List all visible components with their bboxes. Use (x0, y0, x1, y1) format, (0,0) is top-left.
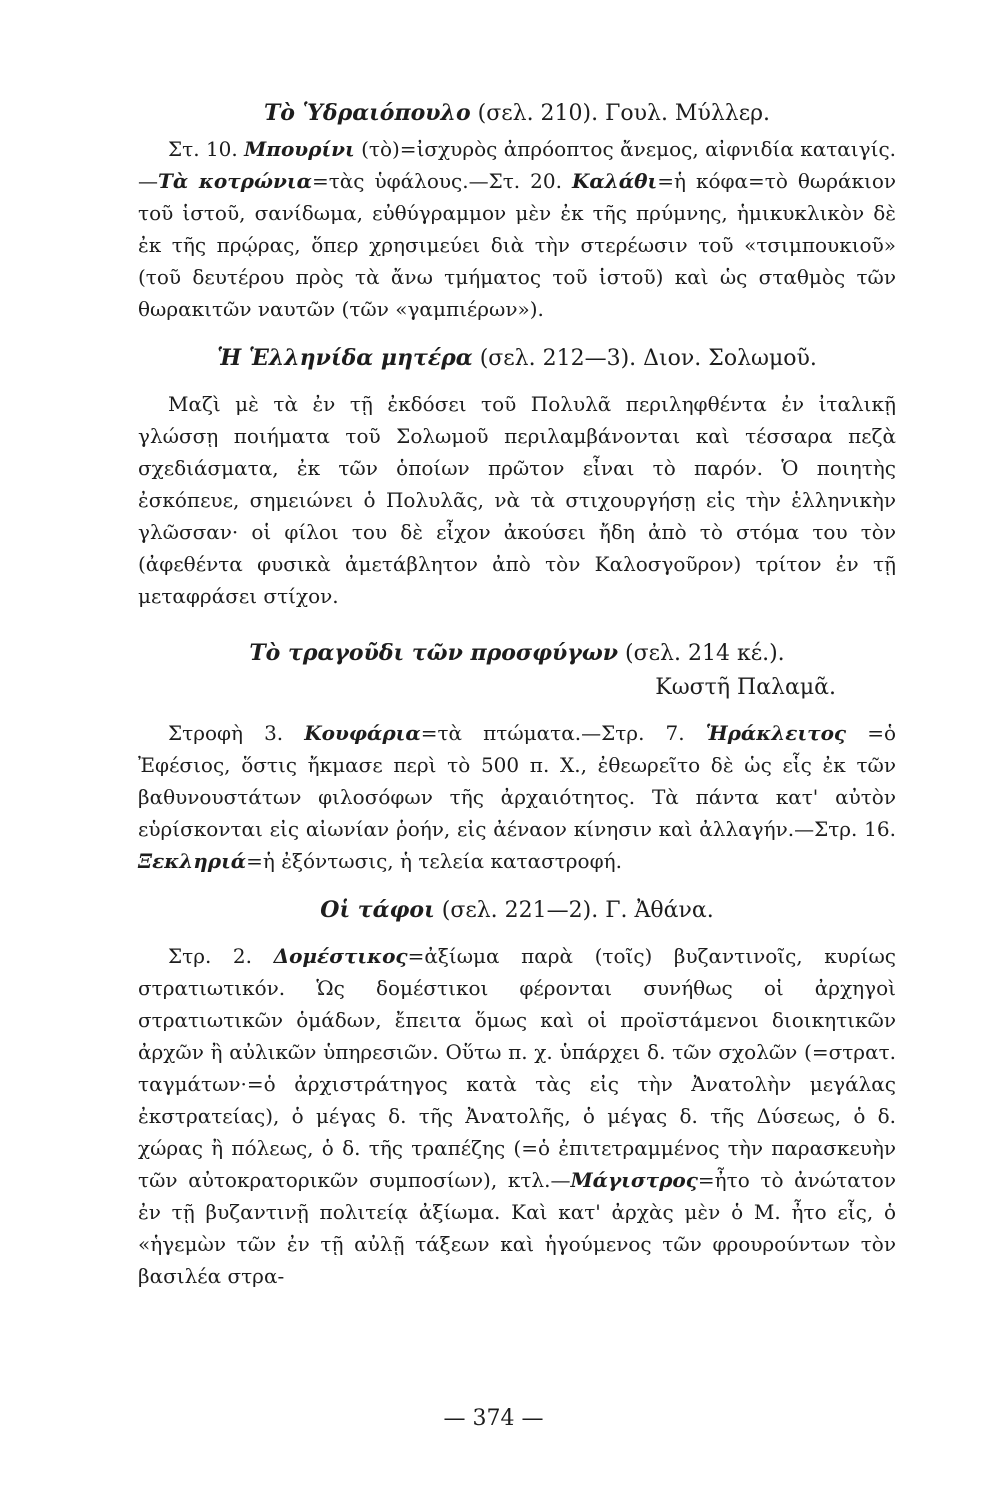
glossary-term: Ξεκληριά (138, 849, 247, 873)
poem-title: Οἱ τάφοι (320, 897, 435, 923)
document-page (138, 98, 896, 1292)
poem-title: Τὸ Ὑδραιόπουλο (263, 100, 471, 126)
text-run: =ἡ ἐξόντωσις, ἡ τελεία καταστροφή. (246, 849, 622, 873)
glossary-term: Μάγιστρος (570, 1168, 698, 1192)
page-number: — 374 — (443, 1406, 544, 1431)
section-heading (138, 343, 896, 374)
section-heading (138, 895, 896, 926)
section-heading (138, 638, 896, 669)
text-run: =ἦτο τὸ ἀνώτατον ἐν τῇ βυζαντινῇ πολιτείᾳ ἀξίωμα. Καὶ κατ' ἀρχὰς μὲν ὁ Μ. ἦτο εἷς, ὁ «ἡγεμὼν τῶν ἐν τῇ αὐλῇ τάξεων καὶ ἡγούμενος τῶν φρουρούντων τὸν βασιλέα στρα- (138, 1168, 896, 1288)
text-run: =ἀξίωμα παρὰ (τοῖς) βυζαντινοῖς, κυρίως στρατιωτικόν. Ὡς δομέστικοι φέρονται συνήθως οἱ ἀρχηγοὶ στρατιωτικῶν ὁμάδων, ἔπειτα ὅμως καὶ οἱ προϊστάμενοι διοικητικῶν ἀρχῶν ἢ αὐλικῶν ὑπηρεσιῶν. Οὕτω π. χ. ὑπάρχει δ. τῶν σχολῶν (=στρατ. ταγμάτων·=ὁ ἀρχιστράτηγος κατὰ τὰς εἰς τὴν Ἀνατολὴν μεγάλας ἐκστρατείας), ὁ μέγας δ. τῆς Ἀνατολῆς, ὁ μέγας δ. τῆς Δύσεως, ὁ δ. χώρας ἢ πόλεως, ὁ δ. τῆς τραπέζης (=ὁ ἐπιτετραμμένος τὴν παρασκευὴν τῶν αὐτοκρατορικῶν συμποσίων), κτλ.— (138, 944, 897, 1192)
text-run: Στροφὴ 3. (168, 721, 305, 745)
poem-source: (σελ. 214 κέ.). (625, 641, 785, 666)
poem-source: (σελ. 212—3). Διον. Σολωμοῦ. (479, 346, 817, 371)
section-paragraph (138, 133, 896, 325)
text-run: (τὸ)=ἰσχυρὸς ἀπρόοπτος ἄνεμος, αἰφνιδία καταιγίς.— (138, 137, 896, 193)
glossary-term: Κουφάρια (304, 721, 421, 745)
text-run: Στρ. 2. (168, 944, 274, 968)
poem-source: (σελ. 210). Γουλ. Μύλλερ. (477, 101, 771, 126)
section-paragraph (138, 717, 896, 877)
text-run: =ὁ Ἐφέσιος, ὅστις ἤκμασε περὶ τὸ 500 π. Χ., ἐθεωρεῖτο δὲ ὡς εἷς ἐκ τῶν βαθυνουστάτων φιλοσόφων τῆς ἀρχαιότητος. Τὰ πάντα κατ' αὐτὸν εὑρίσκονται εἰς αἰωνίαν ῥοήν, εἰς ἀέναον κίνησιν καὶ ἀλλαγήν.—Στρ. 16. (138, 721, 896, 841)
poem-title: Τὸ τραγοῦδι τῶν προσφύγων (249, 640, 619, 666)
poem-author: Κωστῆ Παλαμᾶ. (655, 675, 836, 700)
poem-title: Ἡ Ἑλληνίδα μητέρα (217, 345, 473, 371)
glossary-term: Καλάθι (571, 169, 658, 193)
poem-source: (σελ. 221—2). Γ. Ἀθάνα. (441, 898, 714, 923)
glossary-term: Ἡράκλειτος (705, 721, 847, 745)
section-paragraph (138, 940, 896, 1292)
glossary-term: Τὰ κοτρώνια (158, 169, 312, 193)
glossary-term: Δομέστικος (273, 944, 408, 968)
text-run: =τὰ πτώματα.—Στρ. 7. (420, 721, 706, 745)
text-run: =τὰς ὑφάλους.—Στ. 20. (311, 169, 572, 193)
text-run: =ἡ κόφα=τὸ θωράκιον τοῦ ἱστοῦ, σανίδωμα, εὐθύγραμμον μὲν ἐκ τῆς πρύμνης, ἡμικυκλικὸν δὲ ἐκ τῆς πρῴρας, ὅπερ χρησιμεύει διὰ τὴν στερέωσιν τοῦ «τσιμπουκιοῦ» (τοῦ δευτέρου πρὸς τὰ ἄνω τμήματος τοῦ ἱστοῦ) καὶ ὡς σταθμὸς τῶν θωρακιτῶν ναυτῶν (τῶν «γαμπιέρων»). (138, 169, 897, 321)
section-heading (138, 98, 896, 129)
glossary-term: Μπουρίνι (244, 137, 355, 161)
section-paragraph: Μαζὶ μὲ τὰ ἐν τῇ ἐκδόσει τοῦ Πολυλᾶ περιληφθέντα ἐν ἰταλικῇ γλώσσῃ ποιήματα τοῦ Σολωμοῦ περιλαμβάνονται καὶ τέσσαρα πεζὰ σχεδιάσματα, ἐκ τῶν ὁποίων πρῶτον εἶναι τὸ παρόν. Ὁ ποιητὴς ἐσκόπευε, σημειώνει ὁ Πολυλᾶς, νὰ τὰ στιχουργήσῃ εἰς τὴν ἑλληνικὴν γλῶσσαν· οἱ φίλοι του δὲ εἶχον ἀκούσει ἤδη ἀπὸ τὸ στόμα του τὸν (ἀφεθέντα φυσικὰ ἀμετάβλητον ἀπὸ τὸν Καλοσγοῦρον) τρίτον ἐν τῇ μεταφράσει στίχον. (138, 392, 896, 608)
text-run: Στ. 10. (168, 137, 245, 161)
